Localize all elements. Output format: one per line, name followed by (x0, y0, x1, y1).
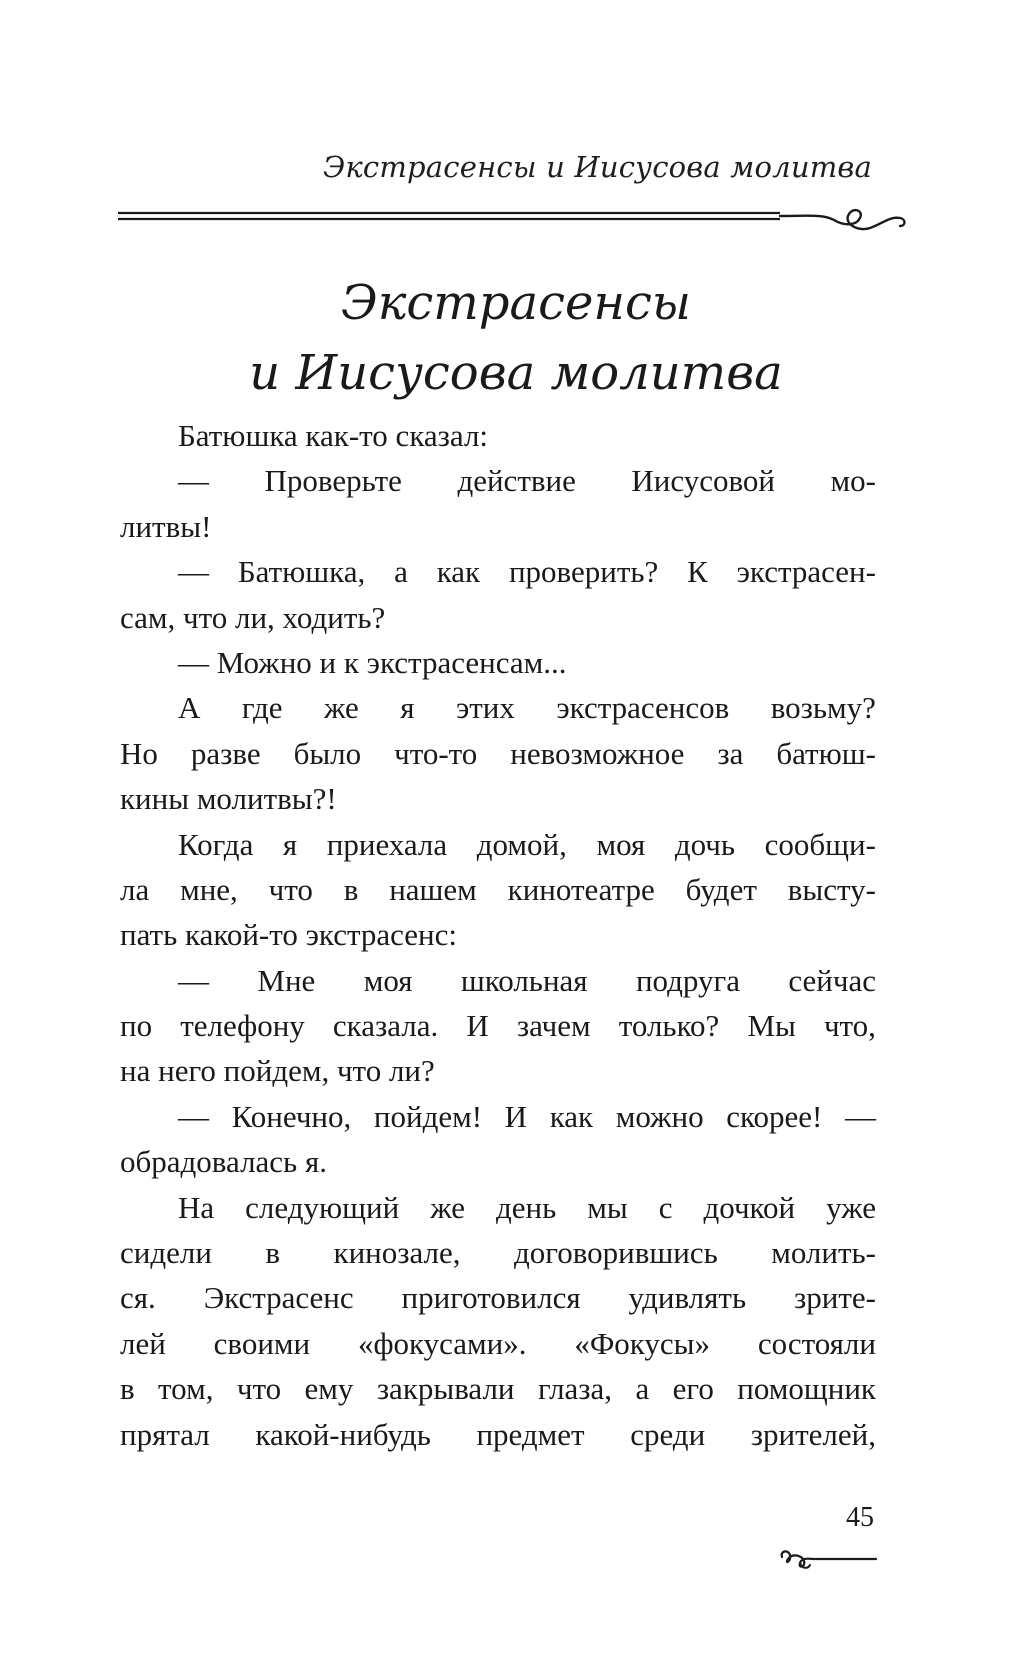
running-head: Экстрасенсы и Иисусова молитва (322, 150, 872, 184)
text-line-content: литвы! (120, 508, 212, 544)
text-line-content: — Можно и к экстрасенсам... (178, 644, 567, 680)
footer-ornament (778, 1545, 878, 1573)
header-rule-ornament (118, 208, 908, 240)
text-line: в том, что ему закрывали глаза, а его помощник (120, 1371, 876, 1407)
body-text (120, 413, 876, 1457)
chapter-title-line-2: и Иисусова молитва (249, 345, 783, 401)
text-line-content: обрадовалась я. (120, 1144, 327, 1180)
text-line: ла мне, что в нашем кинотеатре будет высту- (120, 871, 876, 907)
text-line: — Батюшка, а как проверить? К экстрасен- (178, 554, 876, 590)
text-line (120, 595, 876, 640)
text-line: лей своими «фокусами». «Фокусы» состояли (120, 1325, 876, 1361)
text-line: — Мне моя школьная подруга сейчас (178, 962, 876, 998)
text-line (120, 776, 876, 821)
text-line: — Конечно, пойдем! И как можно скорее! — (178, 1098, 876, 1134)
text-line: — Проверьте действие Иисусовой мо- (178, 463, 876, 499)
text-line (120, 1048, 876, 1093)
text-line-content: кины молитвы?! (120, 781, 337, 817)
text-line: ся. Экстрасенс приготовился удивлять зрите- (120, 1280, 876, 1316)
text-line-content: пать какой-то экстрасенс: (120, 917, 458, 953)
text-line: по телефону сказала. И зачем только? Мы что, (120, 1008, 876, 1044)
text-line: На следующий же день мы с дочкой уже (178, 1189, 876, 1225)
text-line: Когда я приехала домой, моя дочь сообщи- (178, 826, 876, 862)
text-line (120, 1139, 876, 1184)
page-number: 45 (846, 1502, 874, 1533)
text-line (120, 413, 876, 458)
text-line: прятал какой-нибудь предмет среди зрителей, (120, 1416, 876, 1452)
text-line-content: сам, что ли, ходить? (120, 599, 386, 635)
text-line (120, 912, 876, 957)
chapter-title-line-1: Экстрасенсы (340, 275, 691, 331)
text-line: Но разве было что-то невозможное за батюш- (120, 735, 876, 771)
text-line-content: на него пойдем, что ли? (120, 1053, 435, 1089)
text-line-content: Батюшка как-то сказал: (178, 418, 489, 453)
text-line: А где же я этих экстрасенсов возьму? (178, 690, 876, 726)
chapter-title (0, 268, 1032, 408)
text-line (120, 504, 876, 549)
text-line: сидели в кинозале, договорившись молить- (120, 1235, 876, 1271)
text-line (120, 640, 876, 685)
